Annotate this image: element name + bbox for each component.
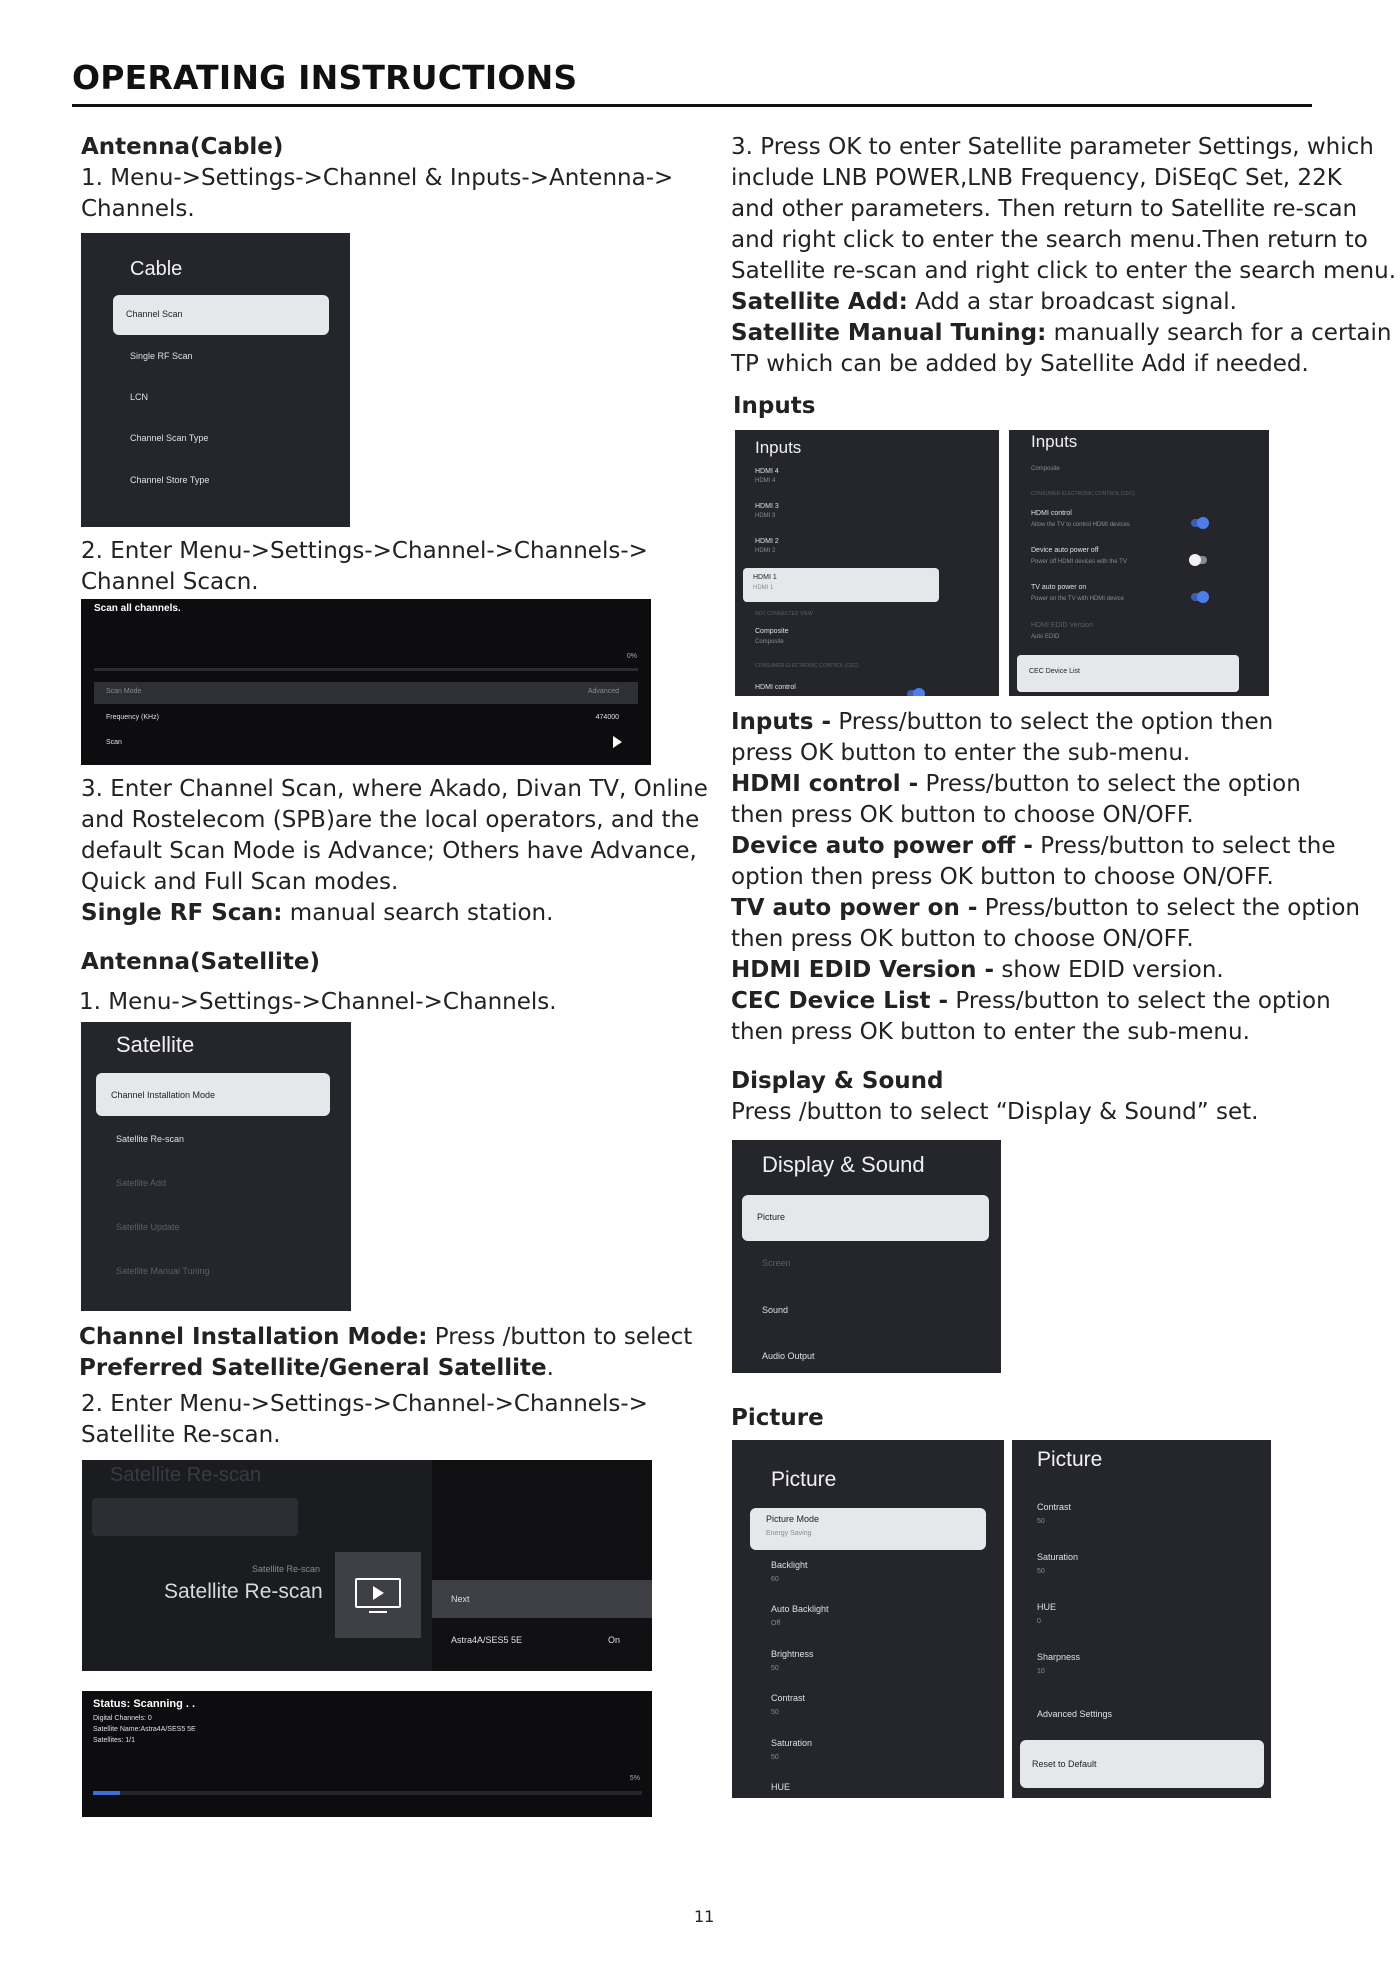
satellite-step2-line1: 2. Enter Menu->Settings->Channel->Channels-> [81,1391,648,1417]
cable-step2-line2: Channel Scacn. [81,569,259,595]
satellite-manual-desc-2: TP which can be added by Satellite Add if needed. [731,351,1309,377]
picture-submenu-screen [1012,1440,1271,1798]
scanning-status-screen [82,1691,652,1817]
display-sound-heading: Display & Sound [731,1068,944,1094]
satellite-rescan-screen [82,1460,652,1671]
satellite-item-label: Channel Installation Mode [111,1090,216,1100]
cim-text: Press /button to select [427,1324,693,1350]
desc-text-auto-off: Press/button to select the [1032,833,1336,859]
cable-item-single-rf-scan[interactable]: Single RF Scan [130,351,193,361]
rescan-tv-box[interactable] [335,1552,421,1638]
inputs-desc-1b: press OK button to enter the sub-menu. [731,740,1191,766]
satellite-step3-line2: include LNB POWER,LNB Frequency, DiSEqC Set, 22K [731,165,1342,191]
inputs-submenu-title: Inputs [1031,432,1078,451]
hdmi-control-toggle-icon[interactable] [1191,519,1207,527]
input-hdmi4[interactable]: HDMI 4 [755,468,779,475]
desc-text-cec: Press/button to select the option [948,988,1331,1014]
cim-dot: . [546,1355,554,1381]
single-rf-scan-label: Single RF Scan: [81,900,283,926]
picture-auto-backlight-value: Off [771,1620,781,1627]
picture2-item-contrast[interactable]: Contrast [1037,1502,1072,1512]
scan-mode-row[interactable] [94,682,638,704]
desc-label-auto-off: Device auto power off - [731,833,1033,859]
scan-play-icon[interactable] [613,736,622,748]
satellite-menu-screen [81,1022,351,1311]
input-hdmi2-sub: HDMI 2 [755,548,776,554]
input-hdmi1-sub: HDMI 1 [753,585,774,591]
single-rf-scan-text: manual search station. [282,900,554,926]
scan-progress-track [94,668,638,671]
picture2-reset-label: Reset to Default [1032,1759,1097,1769]
picture-submenu-title: Picture [1037,1448,1103,1471]
picture-item-auto-backlight[interactable]: Auto Backlight [771,1604,829,1614]
inputs-menu-title: Inputs [755,438,802,457]
cable-step1-line2: Channels. [81,196,195,222]
input-hdmi4-sub: HDMI 4 [755,478,776,484]
satellite-item-update: Satellite Update [116,1222,180,1232]
tv-auto-power-on-sub: Power on the TV with HDMI device [1031,596,1124,602]
input-composite[interactable]: Composite [755,628,789,635]
frequency-label: Frequency (KHz) [106,714,159,721]
display-item-picture-label: Picture [757,1212,786,1222]
cable-step3-line2: and Rostelecom (SPB)are the local operators, and the [81,807,700,833]
scan-status-title: Status: Scanning . . [93,1698,196,1710]
picture-backlight-value: 60 [771,1576,779,1583]
single-rf-scan-desc [81,898,553,929]
display-sound-screen [732,1140,1001,1373]
picture2-item-hue[interactable]: HUE [1037,1602,1057,1612]
rescan-big-title: Satellite Re-scan [164,1580,323,1603]
inputs-submenu-cec-header: CONSUMER ELECTRONIC CONTROL (CEC) [1031,491,1135,497]
cable-step1-line1: 1. Menu->Settings->Channel & Inputs->Antenna-> [81,165,674,191]
tv-auto-power-on-item[interactable]: TV auto power on [1031,584,1087,591]
picture-saturation-value: 50 [771,1754,779,1761]
picture-item-hue[interactable]: HUE [771,1782,791,1792]
picture-heading: Picture [731,1405,824,1431]
desc-label-edid: HDMI EDID Version - [731,957,995,983]
cim-label: Channel Installation Mode: [79,1324,428,1350]
satellite-manual-desc [731,318,1392,349]
scan-percent: 0% [626,653,637,660]
inputs-desc-6 [731,986,1331,1017]
inputs-menu-screen [735,430,999,696]
picture-brightness-value: 50 [771,1665,779,1672]
picture2-item-saturation[interactable]: Saturation [1037,1552,1079,1562]
inputs-desc-3b: option then press OK button to choose ON/OFF. [731,864,1274,890]
cable-step2-line1: 2. Enter Menu->Settings->Channel->Channels-> [81,538,648,564]
picture-item-brightness[interactable]: Brightness [771,1649,814,1659]
device-auto-power-off-item[interactable]: Device auto power off [1031,547,1099,554]
cable-step3-line4: Quick and Full Scan modes. [81,869,399,895]
satellite-step3-line5: Satellite re-scan and right click to enter the search menu. [731,258,1397,284]
satellite-step1: 1. Menu->Settings->Channel->Channels. [79,989,557,1015]
scan-status-line2: Satellite Name:Astra4A/SES5 5E [93,1726,196,1733]
display-sound-title: Display & Sound [762,1152,925,1177]
picture2-saturation-value: 50 [1037,1568,1045,1575]
satellite-add-label: Satellite Add: [731,289,908,315]
rescan-small-title: Satellite Re-scan [252,1564,321,1574]
satellite-add-text: Add a star broadcast signal. [907,289,1237,315]
scan-all-channels-screen [81,599,651,765]
inputs-submenu-screen [1009,430,1269,696]
inputs-desc-1 [731,707,1273,738]
rescan-bg-item [92,1498,298,1536]
satellite-add-desc [731,287,1237,318]
cec-device-list-label: CEC Device List [1029,668,1080,675]
cable-menu-screen [81,233,350,527]
inputs-desc-2b: then press OK button to choose ON/OFF. [731,802,1194,828]
device-auto-power-off-sub: Power off HDMI devices with the TV [1031,559,1127,565]
display-item-sound[interactable]: Sound [762,1305,789,1315]
desc-label-hdmi-control: HDMI control - [731,771,919,797]
satellite-menu-title: Satellite [116,1032,195,1057]
picture-menu-title: Picture [771,1468,837,1491]
hdmi-control-item[interactable]: HDMI control [1031,510,1072,517]
scan-status-progress-fill [93,1791,120,1795]
desc-text-tv-on: Press/button to select the option [977,895,1360,921]
scan-mode-label: Scan Mode [106,688,142,695]
picture-mode-value: Energy Saving [766,1530,812,1537]
display-sound-text: Press /button to select “Display & Sound” set. [731,1099,1259,1125]
cable-step3-line3: default Scan Mode is Advance; Others have Advance, [81,838,697,864]
scan-status-line1: Digital Channels: 0 [93,1715,152,1722]
rescan-next-label: Next [451,1594,470,1604]
inputs-hdmi-control[interactable]: HDMI control [755,684,796,691]
inputs-not-connected-header: NOT CONNECTED VIEW [755,611,813,617]
cim-bold: Preferred Satellite/General Satellite [79,1355,547,1381]
satellite-item-add: Satellite Add [116,1178,167,1188]
desc-label-cec: CEC Device List - [731,988,949,1014]
display-item-audio-output[interactable]: Audio Output [762,1351,815,1361]
inputs-desc-6b: then press OK button to enter the sub-menu. [731,1019,1250,1045]
desc-label-tv-on: TV auto power on - [731,895,978,921]
hdmi-edid-version-item: HDMI EDID Version [1031,622,1093,629]
picture-item-contrast[interactable]: Contrast [771,1693,806,1703]
channel-install-mode-desc-2 [79,1353,554,1384]
picture-contrast-value: 50 [771,1709,779,1716]
scan-mode-value: Advanced [587,688,619,695]
inputs-desc-4 [731,893,1360,924]
input-hdmi3[interactable]: HDMI 3 [755,503,779,510]
inputs-desc-2 [731,769,1301,800]
tv-auto-power-on-toggle-icon[interactable] [1191,593,1207,601]
satellite-step3-line4: and right click to enter the search menu.Then return to [731,227,1368,253]
input-hdmi2[interactable]: HDMI 2 [755,538,779,545]
inputs-desc-3 [731,831,1336,862]
inputs-submenu-sub: Composite [1031,466,1060,472]
header-rule [72,104,1312,107]
page-title: OPERATING INSTRUCTIONS [72,58,578,97]
cable-item-label: Channel Scan [126,309,183,319]
hdmi-edid-version-sub: Auto EDID [1031,634,1060,640]
satellite-step3-line3: and other parameters. Then return to Satellite re-scan [731,196,1358,222]
page-number: 11 [694,1907,715,1926]
picture-item-saturation[interactable]: Saturation [771,1738,813,1748]
picture2-item-advanced-settings[interactable]: Advanced Settings [1037,1709,1113,1719]
satellite-heading: Antenna(Satellite) [81,949,320,975]
frequency-value: 474000 [595,714,619,721]
inputs-desc-4b: then press OK button to choose ON/OFF. [731,926,1194,952]
satellite-manual-label: Satellite Manual Tuning: [731,320,1047,346]
rescan-sat-state: On [608,1635,621,1645]
device-auto-power-off-toggle-icon[interactable] [1191,556,1207,564]
satellite-step3-line1: 3. Press OK to enter Satellite parameter Settings, which [731,134,1374,160]
cable-heading: Antenna(Cable) [81,134,284,160]
picture-menu-screen [732,1440,1004,1798]
satellite-item-manual-tuning: Satellite Manual Tuning [116,1266,210,1276]
inputs-desc-5 [731,955,1224,986]
desc-label-inputs: Inputs - [731,709,832,735]
channel-install-mode-desc [79,1322,692,1353]
cable-menu-title: Cable [130,258,183,280]
desc-text-hdmi-control: Press/button to select the option [918,771,1301,797]
cable-step3-line1: 3. Enter Channel Scan, where Akado, Divan TV, Online [81,776,708,802]
input-hdmi1: HDMI 1 [753,574,777,581]
input-hdmi3-sub: HDMI 3 [755,513,776,519]
scan-status-line3: Satellites: 1/1 [93,1737,136,1744]
picture2-contrast-value: 50 [1037,1518,1045,1525]
inputs-heading: Inputs [733,393,816,419]
picture2-hue-value: 0 [1037,1618,1041,1625]
rescan-bg-title: Satellite Re-scan [110,1464,262,1486]
inputs-hdmi-control-toggle-icon[interactable] [907,690,923,696]
scan-status-percent: 5% [629,1775,640,1782]
scan-title: Scan all channels. [94,603,181,614]
scan-status-progress-track [93,1791,642,1795]
picture2-sharpness-value: 10 [1037,1668,1045,1675]
picture-mode-label: Picture Mode [766,1514,820,1524]
display-item-screen: Screen [762,1258,791,1268]
satellite-step2-line2: Satellite Re-scan. [81,1422,281,1448]
satellite-item-rescan[interactable]: Satellite Re-scan [116,1134,185,1144]
hdmi-control-sub: Allow the TV to control HDMI devices [1031,522,1130,528]
rescan-sat-name[interactable]: Astra4A/SES5 5E [451,1635,523,1645]
desc-text-inputs: Press/button to select the option then [831,709,1274,735]
cable-item-lcn[interactable]: LCN [130,392,149,402]
picture-item-backlight[interactable]: Backlight [771,1560,808,1570]
cable-item-channel-scan-type[interactable]: Channel Scan Type [130,433,209,443]
picture2-item-sharpness[interactable]: Sharpness [1037,1652,1081,1662]
desc-text-edid: show EDID version. [994,957,1224,983]
input-composite-sub: Composite [755,639,784,645]
satellite-manual-text: manually search for a certain [1046,320,1392,346]
tv-play-icon [355,1578,401,1608]
inputs-cec-header: CONSUMER ELECTRONIC CONTROL (CEC) [755,663,859,669]
cable-item-channel-store-type[interactable]: Channel Store Type [130,475,210,485]
scan-label: Scan [106,739,122,746]
